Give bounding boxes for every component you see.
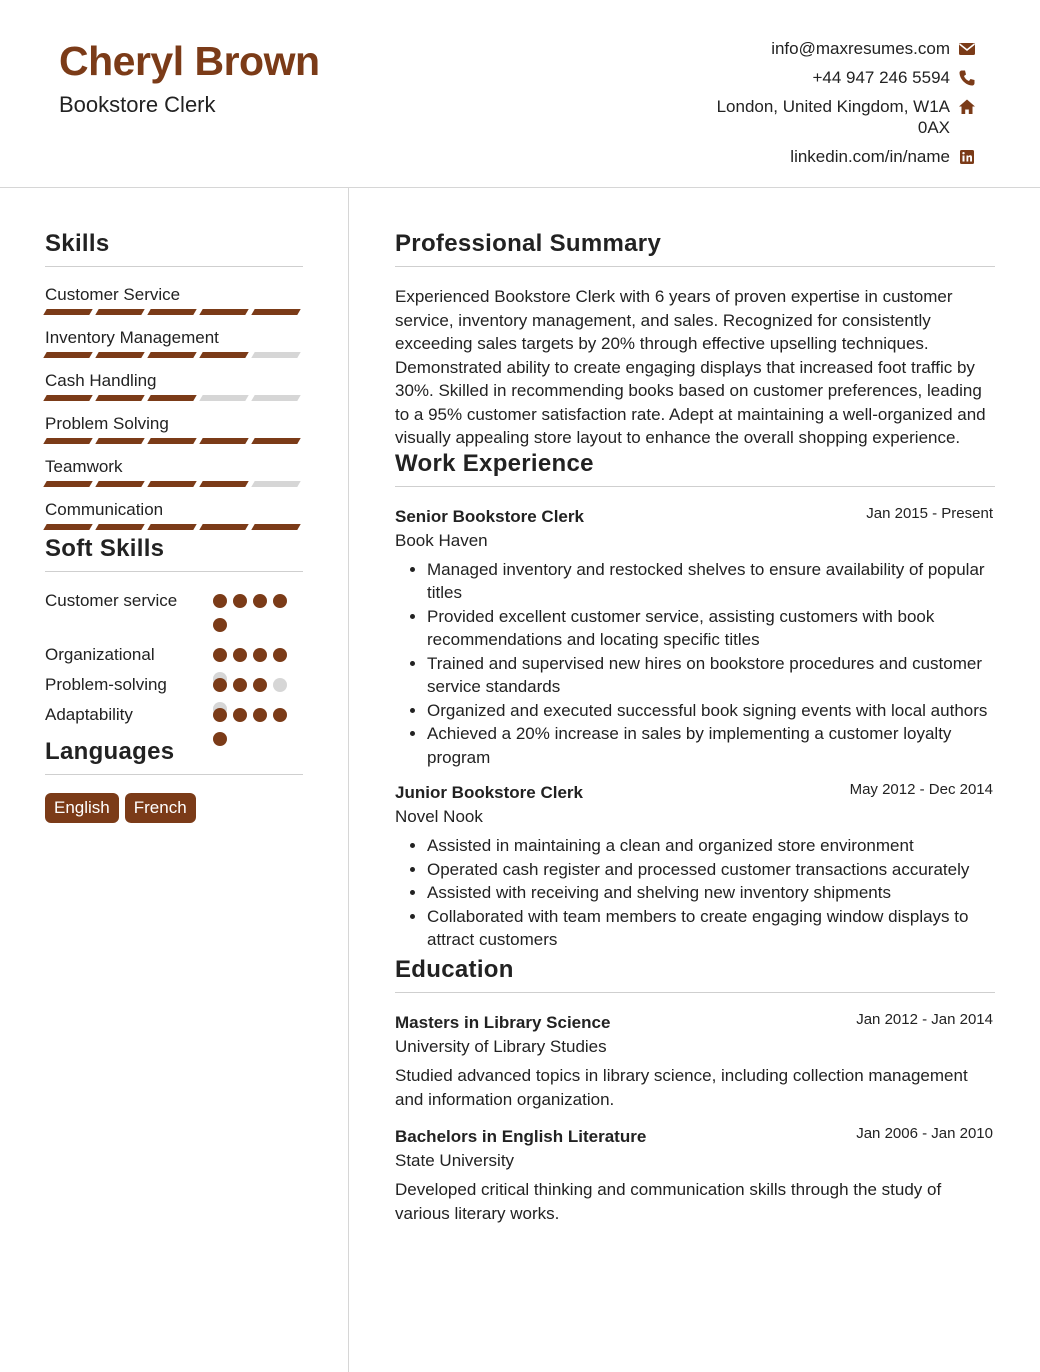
skill-level-segment — [43, 438, 92, 444]
skill-level-segment — [147, 395, 196, 401]
skill-level-segment — [95, 438, 144, 444]
skill-level-bar — [45, 395, 303, 401]
job-header — [395, 504, 995, 529]
skill-level-segment — [199, 438, 248, 444]
left-column — [45, 230, 303, 823]
right-column — [395, 230, 995, 1227]
education-list — [395, 1010, 995, 1227]
skill-level-segment — [43, 395, 92, 401]
contact-email[interactable] — [676, 38, 976, 59]
soft-skill-item — [45, 674, 303, 704]
job-bullet: • Provided excellent customer service, assisting customers with book recommendations and locating specific titles — [427, 605, 995, 652]
job-bullet: • Assisted with receiving and shelving new inventory shipments — [427, 881, 995, 905]
soft-skill-level-dot — [253, 648, 267, 662]
job-bullet: • Assisted in maintaining a clean and organized store environment — [427, 834, 995, 858]
job-date: Jan 2015 - Present — [866, 504, 993, 522]
soft-skill-level-dot — [273, 678, 287, 692]
skill-level-segment — [199, 352, 248, 358]
soft-skill-level-dot — [273, 594, 287, 608]
contact-address — [676, 96, 976, 138]
contact-block — [676, 38, 976, 175]
column-divider — [348, 188, 349, 1372]
soft-skill-level-dots — [213, 708, 293, 756]
soft-skill-level-dot — [213, 708, 227, 722]
job-title: Senior Bookstore Clerk — [395, 506, 584, 526]
resume-header — [0, 0, 1040, 188]
skill-item — [45, 328, 303, 371]
skill-item — [45, 457, 303, 500]
education-school: State University — [395, 1150, 515, 1170]
soft-skill-level-dot — [213, 678, 227, 692]
education-school: University of Library Studies — [395, 1036, 607, 1056]
skill-level-segment — [251, 524, 300, 530]
skill-level-segment — [199, 309, 248, 315]
summary-heading: Professional Summary — [395, 230, 995, 267]
soft-skill-name: Customer service — [45, 591, 178, 610]
soft-skill-name: Problem-solving — [45, 675, 167, 694]
job-company: Book Haven — [395, 530, 488, 550]
skill-name: Customer Service — [45, 285, 181, 304]
job-entry — [395, 504, 995, 770]
job-bullets — [395, 558, 995, 770]
skill-level-segment — [199, 524, 248, 530]
experience-list — [395, 504, 995, 952]
language-badge: English — [45, 793, 119, 823]
soft-skill-level-dot — [213, 648, 227, 662]
skills-list — [45, 285, 303, 543]
contact-address-text: London, United Kingdom, W1A 0AX — [716, 97, 950, 137]
job-bullet: • Managed inventory and restocked shelves to ensure availability of popular titles — [427, 558, 995, 605]
skill-level-segment — [43, 352, 92, 358]
education-description: Studied advanced topics in library science, including collection management and information organization. — [395, 1065, 968, 1109]
skill-level-segment — [95, 352, 144, 358]
job-header — [395, 783, 995, 805]
language-badge: French — [125, 793, 196, 823]
candidate-title: Bookstore Clerk — [59, 92, 216, 117]
soft-skill-level-dot — [253, 594, 267, 608]
job-company: Novel Nook — [395, 807, 483, 826]
soft-skill-level-dot — [273, 708, 287, 722]
education-degree: Masters in Library Science — [395, 1012, 611, 1032]
skill-level-segment — [147, 309, 196, 315]
job-bullet: • Achieved a 20% increase in sales by implementing a customer loyalty program — [427, 722, 995, 769]
soft-skill-name: Adaptability — [45, 705, 133, 724]
linkedin-icon — [958, 148, 976, 166]
candidate-name: Cheryl Brown — [59, 38, 320, 84]
skill-level-segment — [43, 524, 92, 530]
skill-level-segment — [43, 481, 92, 487]
contact-phone-text: +44 947 246 5594 — [812, 68, 950, 87]
skill-item — [45, 500, 303, 543]
soft-skill-level-dot — [213, 594, 227, 608]
education-date: Jan 2012 - Jan 2014 — [856, 1010, 993, 1028]
job-bullet: • Trained and supervised new hires on bookstore procedures and customer service standards — [427, 652, 995, 699]
education-date: Jan 2006 - Jan 2010 — [856, 1124, 993, 1142]
skill-name: Problem Solving — [45, 414, 169, 433]
skill-item — [45, 414, 303, 457]
education-heading: Education — [395, 956, 995, 993]
education-description: Developed critical thinking and communication skills through the study of various literary works. — [395, 1179, 942, 1223]
skill-level-bar — [45, 524, 303, 530]
job-bullet: • Operated cash register and processed customer transactions accurately — [427, 858, 995, 882]
skill-level-bar — [45, 352, 303, 358]
soft-skill-item — [45, 704, 303, 734]
skill-level-segment — [95, 481, 144, 487]
soft-skill-level-dot — [233, 648, 247, 662]
skill-name: Communication — [45, 500, 164, 519]
soft-skills-list — [45, 590, 303, 734]
skill-name: Inventory Management — [45, 328, 219, 347]
contact-phone[interactable] — [676, 67, 976, 88]
phone-icon — [958, 69, 976, 87]
summary-text: Experienced Bookstore Clerk with 6 years of proven expertise in customer service, inventory management, and sales. Recognized for consistently exceeding sales targets by 20% through effective upselling techniques. Demonstrated ability to create engaging displays that increased foot traffic by 30%. Skilled in recommending books based on customer preferences, leading to a 95% customer satisfaction rate. Adept at maintaining a well-organized and visually appealing store layout to enhance the overall shopping experience. — [395, 287, 986, 447]
contact-email-text: info@maxresumes.com — [771, 39, 950, 58]
skill-level-bar — [45, 309, 303, 315]
skill-level-segment — [199, 395, 248, 401]
soft-skill-level-dot — [233, 708, 247, 722]
skill-level-segment — [95, 309, 144, 315]
education-degree: Bachelors in English Literature — [395, 1126, 647, 1146]
skill-level-segment — [251, 481, 300, 487]
job-entry — [395, 783, 995, 952]
soft-skills-heading: Soft Skills — [45, 535, 303, 572]
skill-item — [45, 371, 303, 414]
soft-skill-item — [45, 590, 303, 644]
skill-level-bar — [45, 481, 303, 487]
soft-skill-level-dot — [273, 648, 287, 662]
job-bullets — [395, 834, 995, 952]
skill-name: Teamwork — [45, 457, 123, 476]
envelope-icon — [958, 40, 976, 58]
skill-level-segment — [147, 352, 196, 358]
job-date: May 2012 - Dec 2014 — [849, 781, 993, 798]
skill-level-segment — [251, 438, 300, 444]
education-header — [395, 1124, 995, 1149]
skill-level-segment — [251, 395, 300, 401]
skills-heading: Skills — [45, 230, 303, 267]
skill-level-segment — [251, 352, 300, 358]
languages-heading: Languages — [45, 738, 303, 775]
soft-skill-name: Organizational — [45, 645, 155, 664]
education-entry — [395, 1124, 995, 1227]
job-bullet: • Collaborated with team members to create engaging window displays to attract customers — [427, 905, 995, 952]
skill-item — [45, 285, 303, 328]
skill-level-segment — [199, 481, 248, 487]
soft-skill-level-dot — [253, 678, 267, 692]
contact-linkedin[interactable] — [676, 146, 976, 167]
skill-level-segment — [251, 309, 300, 315]
soft-skill-item — [45, 644, 303, 674]
skill-name: Cash Handling — [45, 371, 157, 390]
skill-level-segment — [95, 524, 144, 530]
skill-level-segment — [147, 481, 196, 487]
skill-level-segment — [43, 309, 92, 315]
skill-level-bar — [45, 438, 303, 444]
education-header — [395, 1010, 995, 1035]
skill-level-segment — [95, 395, 144, 401]
contact-linkedin-text: linkedin.com/in/name — [790, 147, 950, 166]
skill-level-segment — [147, 438, 196, 444]
skill-level-segment — [147, 524, 196, 530]
soft-skill-level-dot — [233, 594, 247, 608]
experience-heading: Work Experience — [395, 450, 995, 487]
soft-skill-level-dot — [253, 708, 267, 722]
home-icon — [958, 98, 976, 116]
languages-list — [45, 793, 303, 823]
job-bullet: • Organized and executed successful book signing events with local authors — [427, 699, 995, 723]
education-entry — [395, 1010, 995, 1113]
soft-skill-level-dot — [213, 618, 227, 632]
soft-skill-level-dot — [213, 732, 227, 746]
soft-skill-level-dot — [233, 678, 247, 692]
job-title: Junior Bookstore Clerk — [395, 783, 583, 802]
soft-skill-level-dots — [213, 594, 293, 642]
